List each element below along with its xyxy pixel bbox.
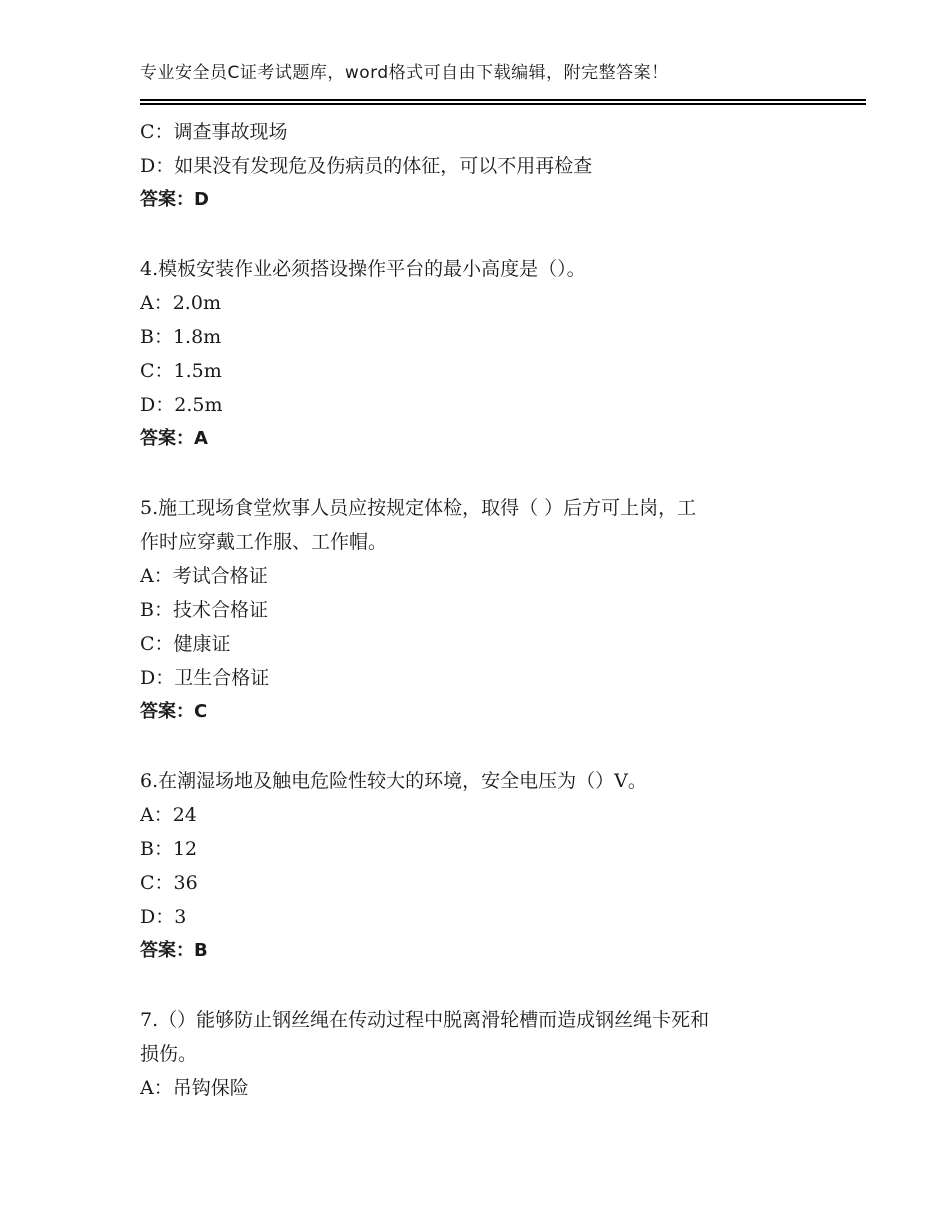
q6-option-c: C：36 <box>140 872 198 894</box>
q5-option-d: D：卫生合格证 <box>140 667 270 689</box>
q5-stem-line1: 5.施工现场食堂炊事人员应按规定体检，取得（ ）后方可上岗，工 <box>140 497 697 519</box>
q3-answer: 答案：D <box>140 189 209 210</box>
q4-stem: 4.模板安装作业必须搭设操作平台的最小高度是（）。 <box>140 258 586 280</box>
q3-option-c: C：调查事故现场 <box>140 121 288 143</box>
q4-option-c: C：1.5m <box>140 360 222 382</box>
q6-answer: 答案：B <box>140 940 208 961</box>
q3-option-d: D：如果没有发现危及伤病员的体征，可以不用再检查 <box>140 155 593 177</box>
q6-stem: 6.在潮湿场地及触电危险性较大的环境，安全电压为（）V。 <box>140 770 647 792</box>
q6-option-a: A：24 <box>140 804 197 826</box>
q4-option-b: B：1.8m <box>140 326 222 348</box>
q5-option-b: B：技术合格证 <box>140 599 268 621</box>
q5-answer: 答案：C <box>140 701 208 722</box>
q5-stem-line2: 作时应穿戴工作服、工作帽。 <box>140 531 388 553</box>
q6-option-d: D：3 <box>140 906 187 928</box>
q6-option-b: B：12 <box>140 838 198 860</box>
q4-answer: 答案：A <box>140 428 208 449</box>
header-rule-bottom <box>140 103 866 105</box>
q4-option-d: D：2.5m <box>140 394 223 416</box>
header-rule-top <box>140 99 866 101</box>
q4-option-a: A：2.0m <box>140 292 221 314</box>
q7-option-a: A：吊钩保险 <box>140 1077 249 1099</box>
q7-stem-line1: 7.（）能够防止钢丝绳在传动过程中脱离滑轮槽而造成钢丝绳卡死和 <box>140 1009 710 1031</box>
q5-option-c: C：健康证 <box>140 633 231 655</box>
q7-stem-line2: 损伤。 <box>140 1043 198 1065</box>
page-header: 专业安全员C证考试题库，word格式可自由下载编辑，附完整答案！ <box>140 63 669 83</box>
q5-option-a: A：考试合格证 <box>140 565 268 587</box>
